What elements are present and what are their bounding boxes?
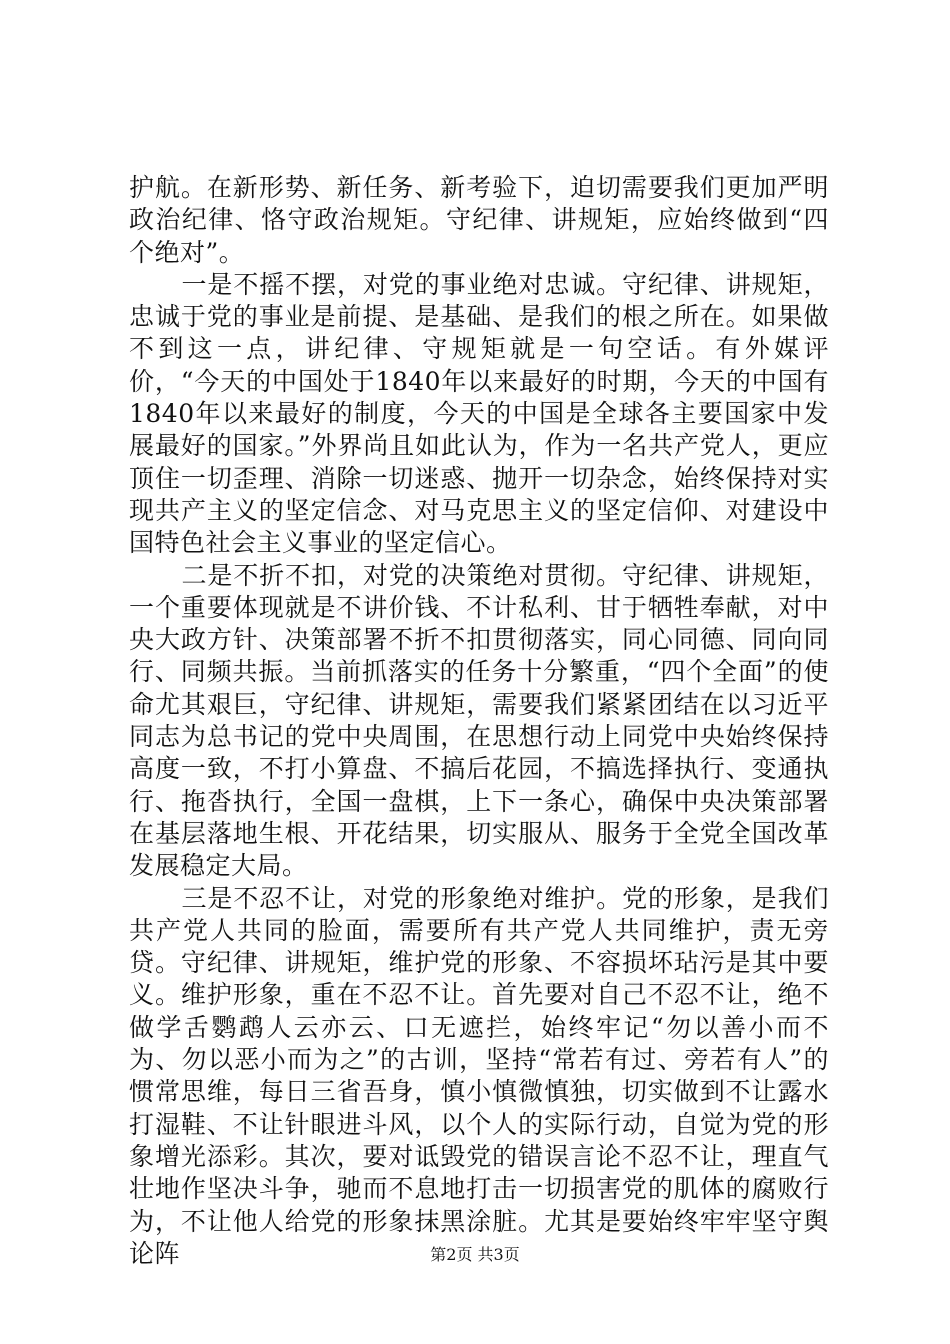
paragraph-image: 三是不忍不让，对党的形象绝对维护。党的形象，是我们共产党人共同的脸面，需要所有共产党人共同维护，责无旁贷。守纪律、讲规矩，维护党的形象、不容损坏玷污是其中要义。维护形象，重在不忍不让。首先要对自己不忍不让，绝不做学舌鹦鹉人云亦云、口无遮拦，始终牢记“勿以善小而不为、勿以恶小而为之”的古训，坚持“常若有过、旁若有人”的惯常思维，每日三省吾身，慎小慎微慎独，切实做到不让露水打湿鞋、不让针眼进斗风，以个人的实际行动，自觉为党的形象增光添彩。其次，要对诋毁党的错误言论不忍不让，理直气壮地作坚决斗争，驰而不息地打击一切损害党的肌体的腐败行为，不让他人给党的形象抹黑涂脏。尤其是要始终牢牢坚守舆论阵 [129, 883, 829, 1268]
page-footer: 第2页 共3页 [430, 1245, 520, 1264]
paragraph-continuation: 护航。在新形势、新任务、新考验下，迫切需要我们更加严明政治纪律、恪守政治规矩。守纪律、讲规矩，应始终做到“四个绝对”。 [129, 173, 829, 267]
paragraph-implementation: 二是不折不扣，对党的决策绝对贯彻。守纪律、讲规矩，一个重要体现就是不讲价钱、不计私利、甘于牺牲奉献，对中央大政方针、决策部署不折不扣贯彻落实，同心同德、同向同行、同频共振。当前抓落实的任务十分繁重，“四个全面”的使命尤其艰巨，守纪律、讲规矩，需要我们紧紧团结在以习近平同志为总书记的党中央周围，在思想行动上同党中央始终保持高度一致，不打小算盘、不搞后花园，不搞选择执行、变通执行、拖沓执行，全国一盘棋，上下一条心，确保中央决策部署在基层落地生根、开花结果，切实服从、服务于全党全国改革发展稳定大局。 [129, 560, 829, 881]
paragraph-loyalty: 一是不摇不摆，对党的事业绝对忠诚。守纪律、讲规矩，忠诚于党的事业是前提、是基础、是我们的根之所在。如果做不到这一点，讲纪律、守规矩就是一句空话。有外媒评价，“今天的中国处于1840年以来最好的时期，今天的中国有1840年以来最好的制度，今天的中国是全球各主要国家中发展最好的国家。”外界尚且如此认为，作为一名共产党人，更应顶住一切歪理、消除一切迷惑、抛开一切杂念，始终保持对实现共产主义的坚定信念、对马克思主义的坚定信仰、对建设中国特色社会主义事业的坚定信心。 [129, 269, 829, 558]
document-body [129, 172, 829, 1270]
